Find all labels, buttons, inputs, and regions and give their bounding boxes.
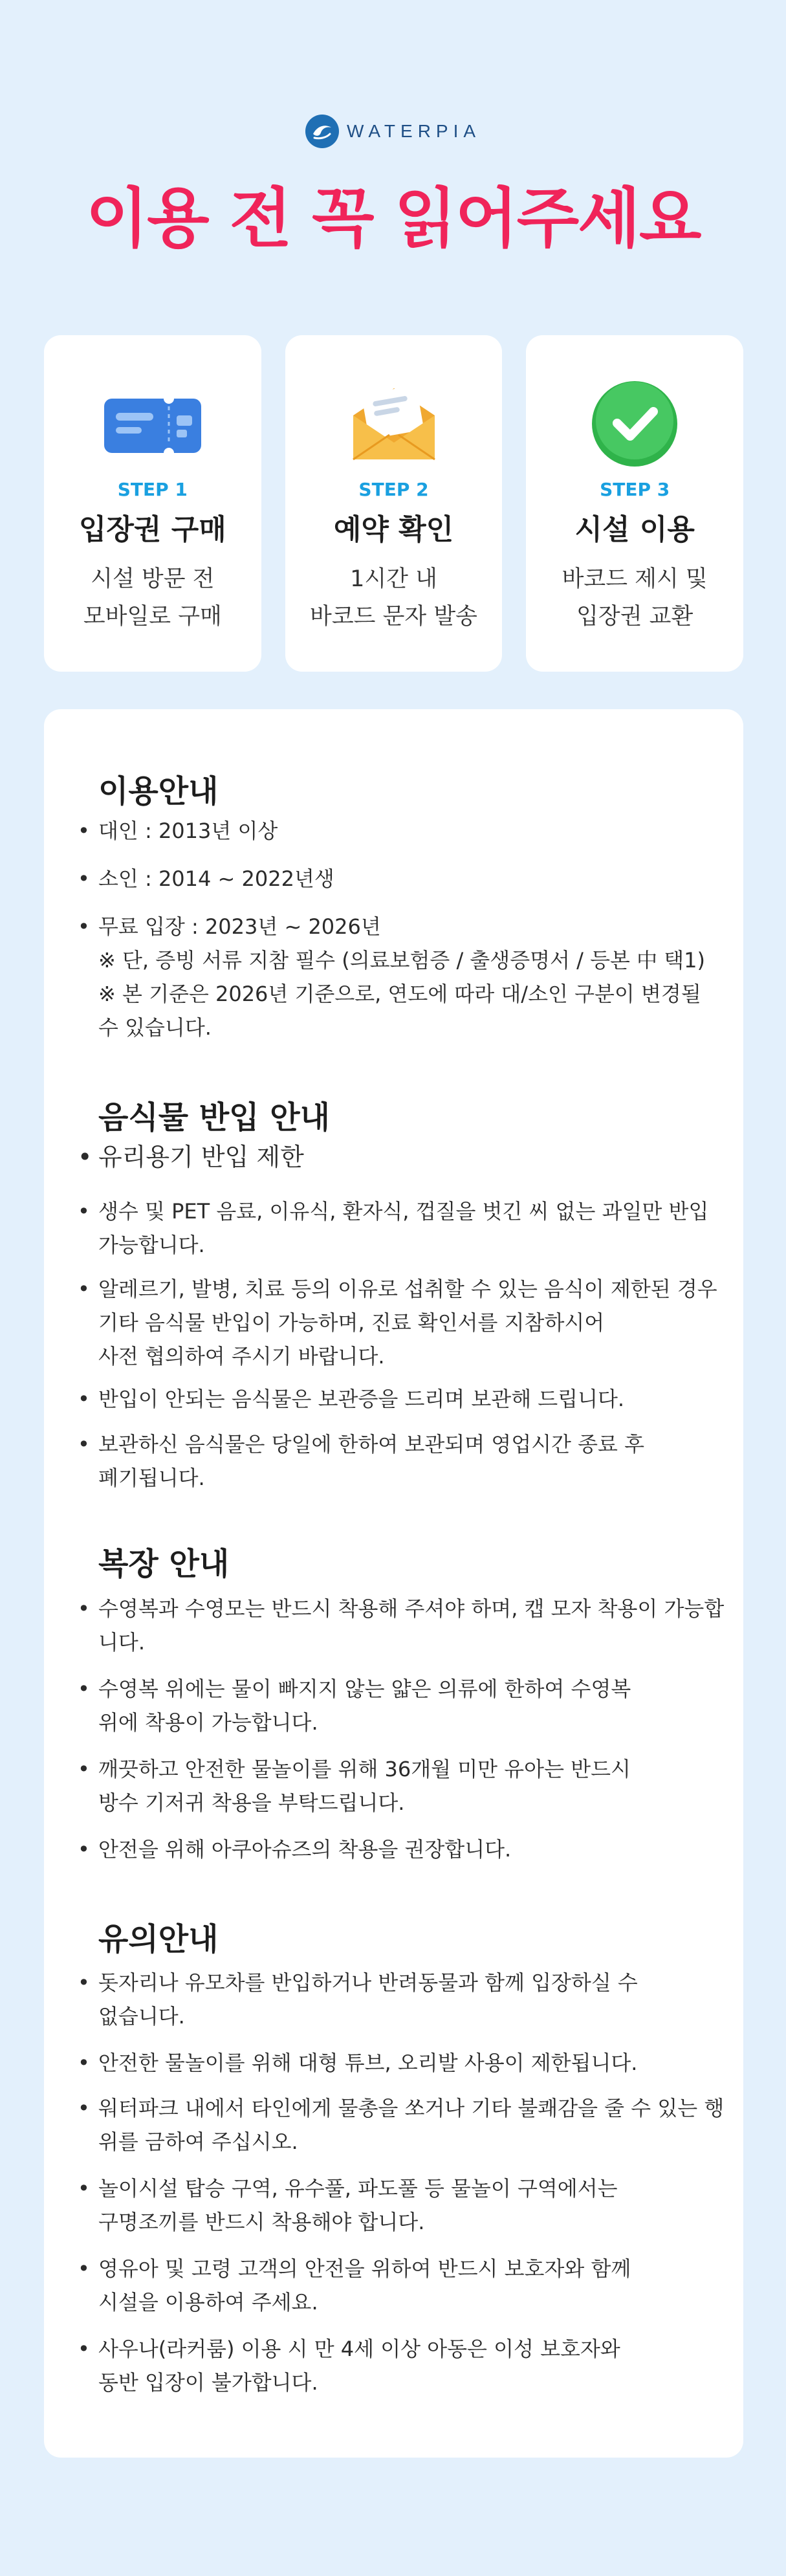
checkmark-icon — [580, 375, 690, 472]
list-item: • 알레르기, 발병, 치료 등의 이유로 섭취할 수 있는 음식이 제한된 경우 기타 음식물 반입이 가능하며, 진료 확인서를 지참하시어 사전 협의하여 주시기 바랍니다. — [78, 1277, 717, 1369]
step-title: 시설 이용 — [574, 513, 695, 546]
envelope-icon — [339, 375, 449, 472]
step-card-3 — [526, 335, 743, 672]
step-description: 시설 방문 전 모바일로 구매 — [83, 566, 222, 630]
section-title-caution: 유의안내 — [98, 1921, 219, 1957]
list-item: • 수영복 위에는 물이 빠지지 않는 얇은 의류에 한하여 수영복 위에 착용이 가능합니다. — [78, 1677, 631, 1735]
list-item: • 수영복과 수영모는 반드시 착용해 주셔야 하며, 캡 모자 착용이 가능합 니다. — [78, 1596, 725, 1655]
step-description: 바코드 제시 및 입장권 교환 — [562, 566, 708, 630]
list-item: • 워터파크 내에서 타인에게 물총을 쏘거나 기타 불쾌감을 줄 수 있는 행 위를 금하여 주십시오. — [78, 2096, 725, 2154]
list-item: • 안전한 물놀이를 위해 대형 튜브, 오리발 사용이 제한됩니다. — [78, 2051, 638, 2075]
list-item: • 대인 : 2013년 이상 — [78, 819, 278, 843]
info-card — [44, 709, 743, 2458]
step-title: 입장권 구매 — [78, 513, 226, 546]
ticket-icon — [98, 375, 208, 472]
list-item: • 영유아 및 고령 고객의 안전을 위하여 반드시 보호자와 함께 시설을 이용하여 주세요. — [78, 2256, 631, 2315]
brand-name: WATERPIA — [346, 121, 481, 141]
step-card-2 — [285, 335, 503, 672]
brand-logo[interactable] — [0, 114, 786, 149]
section-title-dress: 복장 안내 — [98, 1546, 230, 1582]
page-title: 이용 전 꼭 읽어주세요 — [85, 181, 701, 256]
list-item: • 사우나(라커룸) 이용 시 만 4세 이상 아동은 이성 보호자와 동반 입장이 불가합니다. — [78, 2337, 620, 2395]
list-item: • 안전을 위해 아쿠아슈즈의 착용을 권장합니다. — [78, 1837, 512, 1862]
list-item: • 소인 : 2014 ~ 2022년생 — [78, 866, 334, 891]
step-number: STEP 2 — [358, 479, 429, 500]
list-item: • 놀이시설 탑승 구역, 유수풀, 파도풀 등 물놀이 구역에서는 구명조끼를 반드시 착용해야 합니다. — [78, 2176, 618, 2234]
list-item: • 유리용기 반입 제한 — [78, 1143, 304, 1171]
step-description: 1시간 내 바코드 문자 발송 — [310, 566, 477, 630]
list-item: • 반입이 안되는 음식물은 보관증을 드리며 보관해 드립니다. — [78, 1387, 625, 1411]
step-number: STEP 3 — [600, 479, 670, 500]
wave-icon — [305, 115, 339, 148]
step-number: STEP 1 — [117, 479, 188, 500]
list-item: • 깨끗하고 안전한 물놀이를 위해 36개월 미만 유아는 반드시 방수 기저귀 착용을 부탁드립니다. — [78, 1757, 631, 1815]
list-item: • 생수 및 PET 음료, 이유식, 환자식, 껍질을 벗긴 씨 없는 과일만 반입 가능합니다. — [78, 1199, 709, 1257]
step-card-1 — [44, 335, 261, 672]
step-title: 예약 확인 — [333, 513, 454, 546]
list-item: • 무료 입장 : 2023년 ~ 2026년 ※ 단, 증빙 서류 지참 필수 (의료보험증 / 출생증명서 / 등본 中 택1) ※ 본 기준은 2026년 기준으로, 연도에 따라 대/소인 구분이 변경될 수 있습니다. — [78, 914, 706, 1040]
list-item: • 보관하신 음식물은 당일에 한하여 보관되며 영업시간 종료 후 폐기됩니다. — [78, 1432, 645, 1490]
section-title-food: 음식물 반입 안내 — [98, 1099, 330, 1136]
section-title-usage: 이용안내 — [98, 773, 219, 809]
list-item: • 돗자리나 유모차를 반입하거나 반려동물과 함께 입장하실 수 없습니다. — [78, 1970, 638, 2029]
steps-row — [44, 335, 743, 672]
